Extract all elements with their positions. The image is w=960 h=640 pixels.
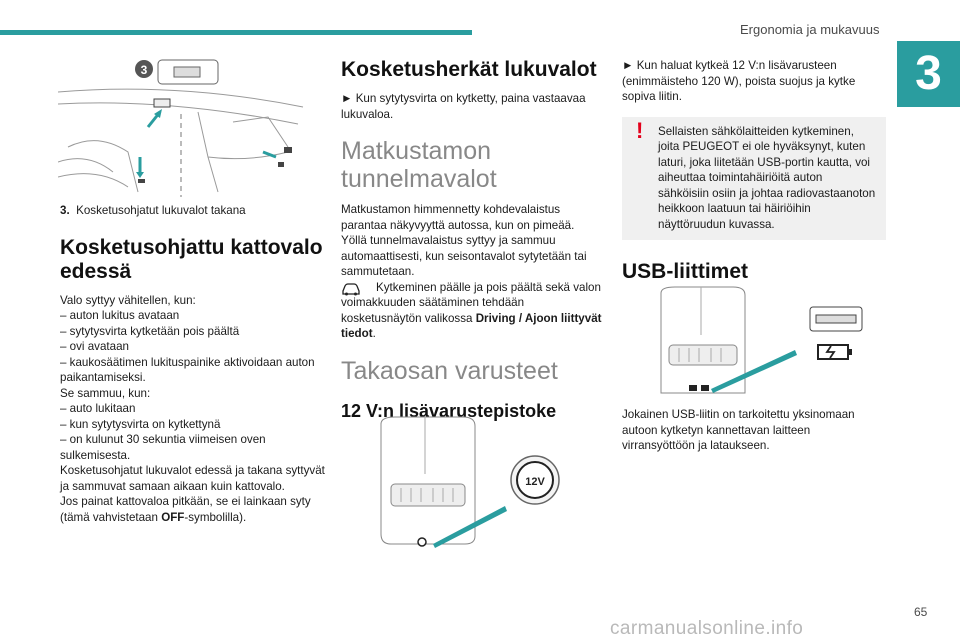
text-line: – auton lukitus avataan	[60, 309, 180, 322]
12v-socket-figure	[375, 414, 575, 554]
para-ambient-lights: Matkustamon himmennetty kohdevalaistus parantaa näkyvyyttä autossa, kun on pimeää. Yöllä tunnelmavalaistus syttyy ja sammuu automaattisesti, kun seisontavalot sytytetään tai sammutetaan.	[341, 203, 587, 278]
caption-number: 3.	[60, 204, 70, 217]
note-text: Kytkeminen päälle ja pois päältä sekä valon voimakkuuden säätäminen tehdään kosketusnäytön valikossa	[341, 280, 601, 325]
last-para-prefix: Jos painat kattovaloa pitkään, se ei lainkaan syty (tämä vahvistetaan	[60, 495, 311, 524]
text-line: – auto lukitaan	[60, 402, 136, 415]
figure-caption	[60, 203, 330, 219]
caption-text: Kosketusohjatut lukuvalot takana	[76, 204, 246, 217]
heading-ambient-lights: Matkustamon tunnelmavalot	[341, 137, 497, 193]
text-line: – ovi avataan	[60, 340, 129, 353]
off-symbol-text: OFF	[161, 510, 185, 524]
rear-reading-light-figure	[58, 52, 308, 197]
text-line: – on kulunut 30 sekuntia viimeisen oven sulkemisesta.	[60, 433, 266, 462]
figure-marker: 3	[140, 63, 148, 77]
note-menu-path: Driving / Ajoon liittyvät tiedot	[341, 311, 602, 340]
para-usb: Jokainen USB-liitin on tarkoitettu yksinomaan autoon kytketyn kannettavan laitteen virransyöttöön ja lataukseen.	[622, 408, 855, 452]
chapter-tab: 3	[897, 41, 960, 107]
header-accent-bar	[0, 30, 472, 35]
text-line: – kun sytytysvirta on kytkettynä	[60, 417, 221, 431]
para-12v-connect: ► Kun haluat kytkeä 12 V:n lisävarusteen (enimmäisteho 120 W), poista suojus ja kytke sopiva liitin.	[622, 59, 856, 103]
last-para-suffix: -symbolilla).	[184, 510, 247, 524]
text-line: Kosketusohjatut lukuvalot edessä ja takana syttyvät ja sammuvat samaan aikaan kuin kattovalo.	[60, 464, 325, 493]
watermark: carmanualsonline.info	[610, 618, 804, 639]
text-line-last	[60, 494, 330, 525]
text-line: – sytytysvirta kytketään pois päältä	[60, 324, 240, 338]
usb-port-figure	[655, 285, 865, 397]
text-line: Se sammuu, kun:	[60, 386, 151, 400]
text-line: Valo syttyy vähitellen, kun:	[60, 293, 196, 307]
section-title: Ergonomia ja mukavuus	[740, 22, 880, 37]
warning-icon: !	[636, 117, 644, 143]
heading-rear-equipment: Takaosan varusteet	[341, 356, 558, 385]
warning-text: Sellaisten sähkölaitteiden kytkeminen, joita PEUGEOT ei ole hyväksynyt, kuten laturi, joka liitetään USB-portin kautta, voi aiheuttaa toimintahäiriöitä auton sähköisiin osiin ja johtaa radiovastaanoton heikkoon laatuun tai häiriöihin näyttöruudun kuvassa.	[658, 124, 876, 231]
para-touch-lights: ► Kun sytytysvirta on kytketty, paina vastaavaa lukuvaloa.	[341, 92, 586, 121]
socket-12v-label: 12V	[525, 476, 545, 488]
text-line: – kaukosäätimen lukituspainike aktivoidaan auton paikantamiseksi.	[60, 355, 315, 384]
heading-front-ceiling-light: Kosketusohjattu kattovalo edessä	[60, 235, 323, 283]
info-note	[341, 280, 603, 342]
page-number: 65	[914, 605, 928, 619]
heading-touch-reading-lights: Kosketusherkät lukuvalot	[341, 58, 597, 81]
warning-box	[622, 117, 886, 241]
note-end: .	[372, 327, 376, 340]
heading-usb-ports: USB-liittimet	[622, 260, 748, 283]
car-icon	[341, 282, 361, 296]
heading-12v-socket: 12 V:n lisävarustepistoke	[341, 400, 557, 421]
